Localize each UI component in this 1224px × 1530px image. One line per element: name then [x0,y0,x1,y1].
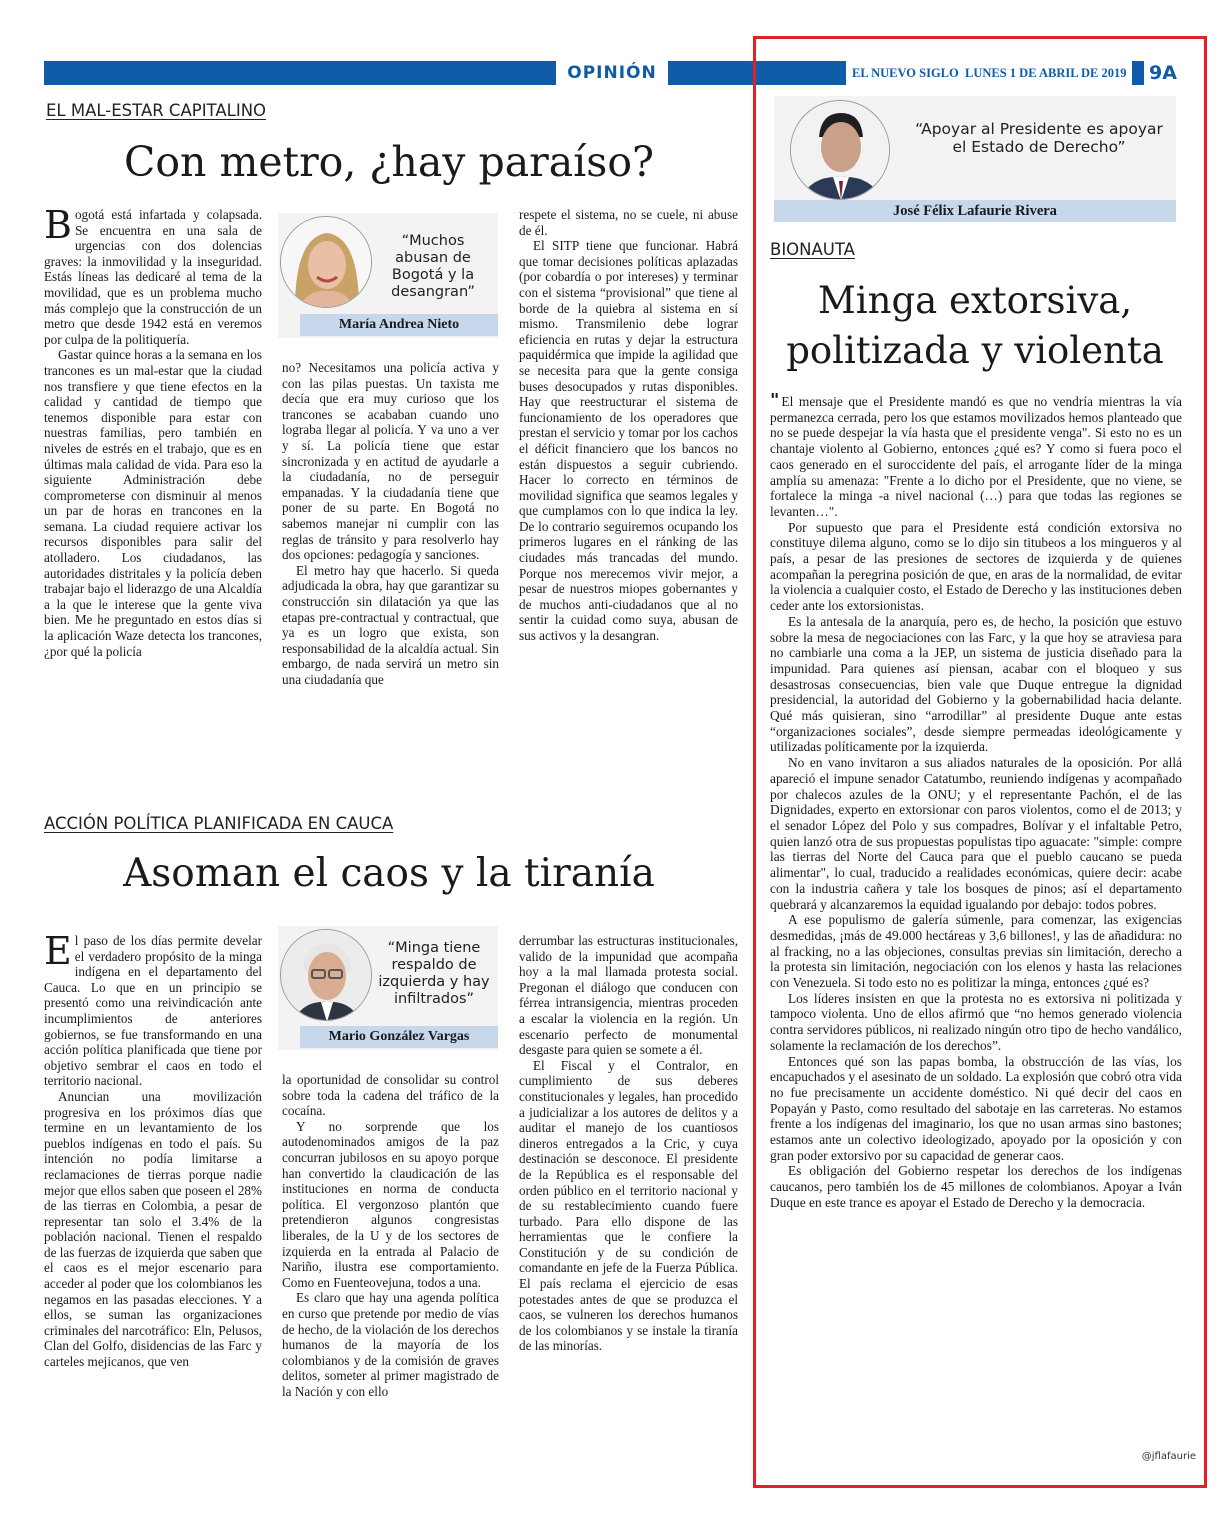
paragraph: No en vano invitaron a sus aliados naturales de la oposición. Por allá apareció el impune senador Catatumbo, reuniendo indígenas y acompañado por chalecos azules de la ONU; y el representante Pachón, el de las Dignidades, experto en extorsionar con paros violentos, como el de 2013; y el senador López del Polo y sus compadres, Bolívar y el infaltable Petro, quien lanzó otra de sus propuestas populistas tipo aguacate: "simple: compre las tierras del Norte del Cauca para que el pueblo caucano se pueda alimentar", lo cual, traducido a realidades económicas, quiere decir: acabe con la industria cañera y tale los bosques de pinos; así el departamento quebrará y alcanzaremos la equidad igualando por debajo: todos pobres. [770,755,1182,912]
article3-author: José Félix Lafaurie Rivera [774,200,1176,222]
article2-column-3 [519,933,738,1354]
article2-column-1 [44,929,262,1370]
paragraph: la oportunidad de consolidar su control sobre toda la cadena del tráfico de la cocaína. [282,1072,499,1119]
article3-title [760,276,1190,376]
paragraph: Anuncian una movilización progresiva en los próximos días que termine en un levantamiento de los pueblos indígenas en todo el país. Su intención no podía limitarse a reclamaciones de tierras porque nadie mejor que ellos saben que poseen el 28% de las tierras en Colombia, a pesar de representar tan solo el 3.4% de la población nacional. Tienen el respaldo de las fuerzas de izquierda que saben que el caos es el mejor escenario para acceder al poder que los colombianos les negamos en las pasadas elecciones. Y a ellos, se suman las organizaciones criminales del narcotráfico: Eln, Pelusos, Clan del Golfo, disidencias de las Farc y carteles mejicanos, que ven [44,1088,262,1370]
article1-column-1 [44,203,262,659]
paragraph: l paso de los días permite develar el verdadero propósito de la minga indígena en el departamento del Cauca. Lo que en un principio se presentó como una reivindicación ante incumplimientos de anteriores gobiernos, se fue transformando en una acción política planificada que tiene por objetivo sembrar el caos en todo el territorio nacional. [44,933,262,1089]
paragraph: Es obligación del Gobierno respetar los derechos de los indígenas caucanos, pero también los de 45 millones de colombianos. Apoyar a Iván Duque en este trance es apoyar el Estado de Derecho y la democracia. [770,1163,1182,1210]
open-quote-mark: " [770,390,780,411]
paragraph: no? Necesitamos una policía activa y con las pilas puestas. Un taxista me decía que era muy curioso que los trancones se acababan cuando uno lograba llegar al policía. Y va uno a ver y sí. La policía tiene que estar sincronizada y en actitud de ayudarle a la ciudadanía, no de perseguir empanadas. Y la ciudadanía tiene que poner de su parte. En Bogotá no sabemos manejar ni cumplir con las reglas de tránsito y para resolverlo hay dos opciones: pedagogía y sanciones. [282,360,499,563]
article1-quote: “Muchos abusan de Bogotá y la desangran” [391,233,475,300]
paragraph: El Fiscal y el Contralor, en cumplimiento de sus deberes constitucionales y legales, han procedido a judicializar a los autores de delitos y a auditar el manejo de los cuantiosos dineros entregados a la Cric, y cuya destinación se desconoce. El presidente de la República es el responsable del orden público en el territorio nacional y de su restablecimiento cuando fuere turbado. Para ello dispone de las herramientas que le confiere la Constitución y de su condición de comandante en jefe de la Fuerza Pública. El país reclama el ejercicio de esas potestades antes de que se produzca el caos, se vulneren los derechos humanos de los colombianos y se instale la tiranía de las minorías. [519,1057,738,1354]
drop-cap: E [44,929,72,973]
article2-kicker: ACCIÓN POLÍTICA PLANIFICADA EN CAUCA [44,814,394,833]
article1-quote-box [278,213,498,338]
paragraph: ogotá está infartada y colapsada. Se encuentra en una sala de urgencias con dos dolencias graves: la inmovilidad y la inseguridad. Estás líneas las dedicaré al tema de la movilidad, que es un problema mucho más complejo que la construcción de un metro que desde 1942 está en veremos por culpa de la politiquería. [44,207,262,347]
section-label: OPINIÓN [556,61,668,85]
article3-quote: “Apoyar al Presidente es apoyar el Estado de Derecho” [915,120,1163,156]
paragraph: Entonces qué son las papas bomba, la obstrucción de las vías, los encapuchados y el asesinato de un soldado. La explosión que cobró otra vida no fue precisamente un accidente doméstico. Ni qué decir del caos en Popayán y Pasto, como resultado del sabotaje en las carreteras. No estamos frente a los indígenas del imaginario, los que no usan armas sino bastones; estamos ante un colectivo ideologizado, apoyado por la oposición y con gran poder extorsivo por su capacidad de generar caos. [770,1053,1182,1163]
article3-body [770,390,1182,1211]
paragraph: derrumbar las estructuras institucionales, valido de la impunidad que acompaña hoy a la mal llamada protesta social. Pregonan el diálogo que conducen con férrea intransigencia, mientras proceden a escalar la violencia en la región. Un escenario perfecto de monumental desgaste para quien se somete a él. [519,933,738,1058]
article1-kicker: EL MAL-ESTAR CAPITALINO [46,101,267,120]
paragraph: Los líderes insisten en que la protesta no es extorsiva ni politizada y tampoco violenta. Uno de ellos afirmó que “no hemos generado violencia contra servidores públicos, ni realizado ningún otro tipo de hecho vandálico, solamente la reclamación de los derechos”. [770,990,1182,1053]
article2-title: Asoman el caos y la tiranía [123,851,655,896]
article2-quote: “Minga tiene respaldo de izquierda y hay infiltrados” [378,940,490,1007]
page-number: 9A [1144,61,1182,85]
article3-kicker: BIONAUTA [770,240,855,259]
paragraph: El metro hay que hacerlo. Si queda adjudicada la obra, hay que garantizar su construcción sin dilatación ya que las etapas pre-contractual y contractual, que ya es un logro que exista, son responsabilidad de la alcaldía actual. Sin embargo, de nada servirá un metro sin una ciudadanía que [282,562,499,687]
author-photo [790,100,890,200]
article1-column-3 [519,207,738,644]
paragraph: Es la antesala de la anarquía, pero es, de hecho, la posición que estuvo sobre la mesa de negociaciones con las Farc, y la que hoy se atraviesa para no cambiarle una coma a la JEP, un sistema de justicia diseñado para la impunidad. Para quienes así piensan, acabar con el bloqueo y sus desastrosas consecuencias, bien vale que Duque entregue la dignidad presidencial, la autoridad del Gobierno y la gobernabilidad hacia delante. Qué más quisieran, sino “arrodillar” al presidente Duque ante estas “organizaciones sociales”, desde siempre permeadas ideológicamente y utilizadas políticamente por la izquierda. [770,613,1182,755]
drop-cap: B [44,203,72,247]
title-line: Minga extorsiva, [817,279,1133,322]
paragraph: Y no sorprende que los autodenominados amigos de la paz concurran jubilosos en su apoyo porque han convertido la claudicación de las instituciones en norma de conducta política. El vergonzoso plantón que pretendieron algunos congresistas liberales, de la U y de los sectores de izquierda en la entrada al Palacio de Nariño, ilustra ese comportamiento. Como en Fuenteovejuna, todos a una. [282,1118,499,1290]
article2-quote-box [278,926,498,1050]
paragraph: respete el sistema, no se cuele, ni abuse de él. [519,207,738,238]
issue-date: LUNES 1 DE ABRIL DE 2019 [964,66,1127,80]
paragraph: Es claro que hay una agenda política en curso que pretende por medio de vías de hecho, de la violación de los derechos humanos de la mayoría de los colombianos y de la comisión de graves delitos, someter al primer magistrado de la Nación y con ello [282,1290,499,1399]
title-line: politizada y violenta [786,329,1164,372]
article1-title: Con metro, ¿hay paraíso? [123,138,655,186]
article3-quote-box [774,96,1176,222]
paragraph: A ese populismo de galería súmenle, para comenzar, las exigencias desmedidas, ¡más de 49.000 hectáreas y 3,6 billones!, y las de añadidura: no al fracking, no a las objeciones, consultas previas sin limitación, derecho a la protesta sin limitación, negociación con los elenos y hasta las relaciones con Venezuela. Si todo esto no es politizar la minga, entonces ¿qué es? [770,912,1182,991]
author-photo [280,929,372,1021]
paragraph: El mensaje que el Presidente mandó es que no vendría mientras la vía permanezca cerrada, pero los que estamos movilizados hemos planteado que no se puede despejar la vía hasta que el presidente venga". Si esto no es un chantaje violento al Gobierno, entonces ¿qué es? Y como si fuera poco el caos generado en el suroccidente del país, el arrogante líder de la minga amplía su amenaza: "Frente a lo dicho por el Presidente, que no viene, se fortalece la minga -a nivel nacional (…) para que todas las regiones se levanten…". [770,394,1182,519]
article2-column-2 [282,1072,499,1399]
article2-author: Mario González Vargas [300,1026,498,1048]
masthead-name: EL NUEVO SIGLO [852,66,959,80]
paragraph: El SITP tiene que funcionar. Habrá que tomar decisiones políticas aplazadas (por cobardía o por intereses) y terminar con el sistema “provisional” que tiene al borde de la quiebra al sistema en sí mismo. Transmilenio debe lograr eficiencia en rutas y dejar la estructura paquidérmica que impide la agilidad que se necesita para que la gente consiga buses desocupados y rutas disponibles. Hay que reestructurar el sistema de funcionamiento de los operadores que prestan el servicio y tomar por los cachos el déficit financiero que los bancos no están dispuestos a seguir cubriendo. Hacer lo correcto en términos de movilidad significa que seamos legales y que cumplamos con lo que indica la ley. De lo contrario seguiremos ocupando los primeros lugares en el ránking de las ciudades más trancadas del mundo. Porque nos merecemos vivir mejor, a pesar de nuestros miopes gobernantes y de muchos anti-ciudadanos que al no sentir la cuidad como suya, abusan de sus activos y la desangran. [519,238,738,644]
article1-column-2 [282,360,499,687]
article1-author: María Andrea Nieto [300,314,498,336]
twitter-handle: @jflafaurie [1141,1451,1196,1462]
paragraph: Por supuesto que para el Presidente está condición extorsiva no constituye dilema alguno, como se lo dijo sin titubeos a los mingueros y al país, a pesar de las presiones de sectores de izquierda y de quienes acompañan la peregrina posición de que, en aras de la normalidad, de evitar la violencia a cualquier costo, el Estado de Derecho y las instituciones deben ceder ante los extorsionistas. [770,519,1182,614]
author-photo [280,216,372,308]
paragraph: Gastar quince horas a la semana en los trancones es un mal-estar que la ciudad nos transfiere y que tiene efectos en la calidad y cantidad de tiempo que tenemos disponible para estar con nuestras familias, pero también en niveles de estrés en el trabajo, que es en últimas mala calidad de vida. Para eso la siguiente Administración debe comprometerse con disminuir al menos un par de horas en trancones en la semana. La ciudad requiere activar los recursos disponibles para salir del atolladero. Los ciudadanos, las autoridades distritales y la policía deben trabajar bajo el liderazgo de una Alcaldía a la que le interese que la gente viva bien. Me he preguntado en estos días si la aplicación Waze detecta los trancones, ¿por qué la policía [44,347,262,659]
